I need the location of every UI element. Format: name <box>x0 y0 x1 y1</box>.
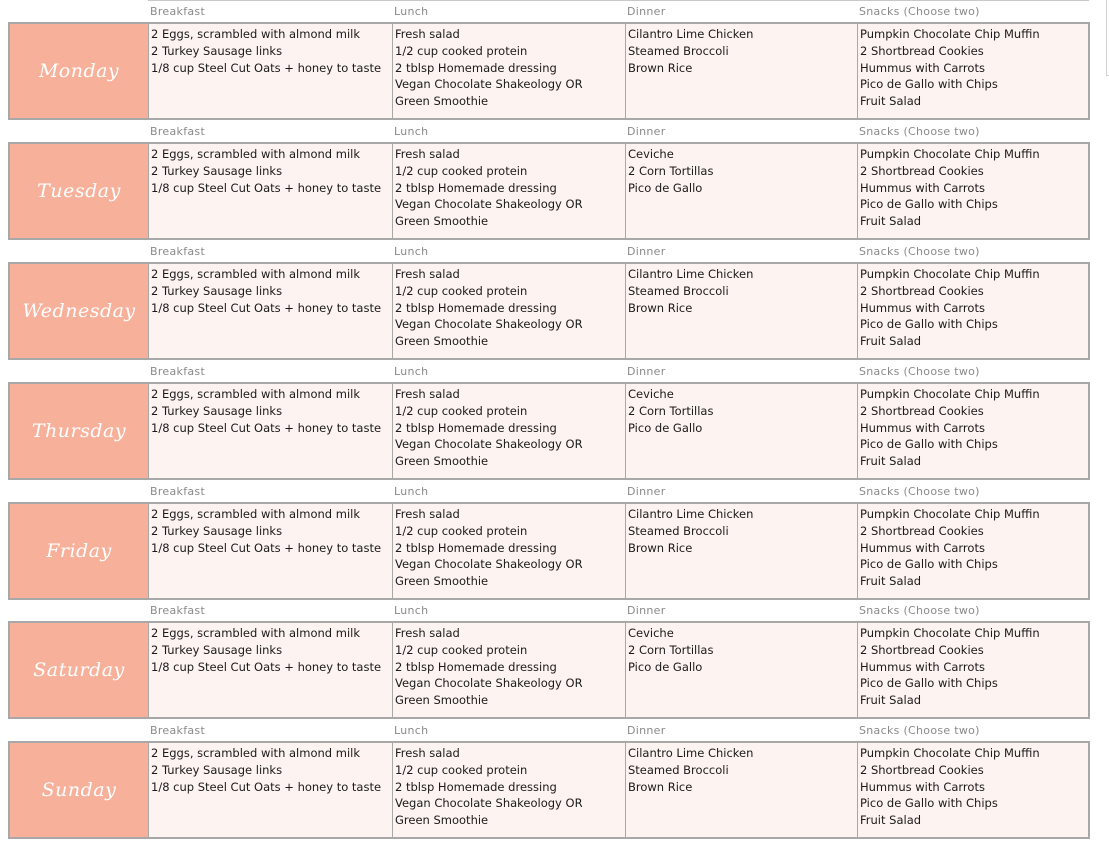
meal-item: 2 Shortbread Cookies <box>860 523 984 538</box>
column-header: Lunch <box>394 5 429 18</box>
meal-item: Pumpkin Chocolate Chip Muffin <box>860 387 1040 401</box>
day-cell <box>10 384 149 478</box>
meal-item: 2 Turkey Sausage links <box>151 523 283 538</box>
meal-item: 1/8 cup Steel Cut Oats + honey to taste <box>151 779 382 794</box>
column-header: Lunch <box>394 724 429 737</box>
meal-item: Steamed Broccoli <box>628 762 729 777</box>
meal-item: 1/2 cup cooked protein <box>395 43 528 58</box>
day-block-friday <box>8 480 1090 600</box>
meal-item: 2 Eggs, scrambled with almond milk <box>151 387 360 401</box>
column-header: Dinner <box>627 245 666 258</box>
meal-item: 1/2 cup cooked protein <box>395 163 528 178</box>
column-header: Dinner <box>627 604 666 617</box>
meal-item: 2 Eggs, scrambled with almond milk <box>151 507 360 521</box>
lunch-cell <box>393 24 626 118</box>
meal-item: 1/2 cup cooked protein <box>395 642 528 657</box>
meal-item: Brown Rice <box>628 60 693 75</box>
meal-item: 2 Eggs, scrambled with almond milk <box>151 267 360 281</box>
column-header: Dinner <box>627 365 666 378</box>
snacks-cell <box>858 743 1088 837</box>
day-cell <box>10 504 149 598</box>
meal-item: Pumpkin Chocolate Chip Muffin <box>860 507 1040 521</box>
snacks-cell <box>858 144 1088 238</box>
day-row <box>8 262 1090 360</box>
meal-item: Cilantro Lime Chicken <box>628 507 754 521</box>
meal-item: Fresh salad <box>395 387 460 401</box>
meal-item: Fruit Salad <box>860 693 922 708</box>
meal-item: Fresh salad <box>395 147 460 161</box>
column-header: Snacks (Choose two) <box>859 245 980 258</box>
day-cell <box>10 623 149 717</box>
lunch-cell <box>393 504 626 598</box>
breakfast-cell <box>149 623 393 717</box>
column-header: Breakfast <box>150 245 206 258</box>
meal-item: 1/2 cup cooked protein <box>395 523 528 538</box>
meal-item: Pumpkin Chocolate Chip Muffin <box>860 27 1040 41</box>
column-header: Breakfast <box>150 485 206 498</box>
lunch-cell <box>393 384 626 478</box>
dinner-cell <box>626 144 858 238</box>
lunch-cell <box>393 743 626 837</box>
dinner-cell <box>626 743 858 837</box>
lunch-cell <box>393 144 626 238</box>
column-header: Snacks (Choose two) <box>859 604 980 617</box>
meal-item: 2 tblsp Homemade dressing <box>395 779 557 794</box>
meal-item: Ceviche <box>628 147 674 161</box>
meal-item: Pico de Gallo with Chips <box>860 676 998 691</box>
meal-item: Cilantro Lime Chicken <box>628 27 754 41</box>
meal-item: Hummus with Carrots <box>860 60 985 75</box>
meal-item: 2 Turkey Sausage links <box>151 163 283 178</box>
column-header: Breakfast <box>150 604 206 617</box>
day-block-monday <box>8 0 1090 120</box>
lunch-cell <box>393 623 626 717</box>
meal-item: Fresh salad <box>395 27 460 41</box>
day-row <box>8 382 1090 480</box>
meal-item: Fruit Salad <box>860 574 922 589</box>
snacks-cell <box>858 24 1088 118</box>
meal-item: Fresh salad <box>395 626 460 640</box>
meal-item: 2 Corn Tortillas <box>628 403 714 418</box>
meal-item: 2 Eggs, scrambled with almond milk <box>151 27 360 41</box>
meal-item: Vegan Chocolate Shakeology OR Green Smoothie <box>395 77 583 109</box>
dinner-cell <box>626 24 858 118</box>
column-header: Lunch <box>394 604 429 617</box>
meal-item: 2 Eggs, scrambled with almond milk <box>151 626 360 640</box>
meal-item: 2 Turkey Sausage links <box>151 642 283 657</box>
snacks-cell <box>858 384 1088 478</box>
meal-item: 2 Turkey Sausage links <box>151 762 283 777</box>
column-header: Lunch <box>394 245 429 258</box>
meal-item: 2 tblsp Homemade dressing <box>395 540 557 555</box>
column-header: Lunch <box>394 365 429 378</box>
meal-item: Fruit Salad <box>860 813 922 828</box>
day-block-tuesday <box>8 120 1090 240</box>
meal-item: Pico de Gallo with Chips <box>860 796 998 811</box>
meal-item: Steamed Broccoli <box>628 523 729 538</box>
dinner-cell <box>626 623 858 717</box>
meal-item: 1/8 cup Steel Cut Oats + honey to taste <box>151 60 382 75</box>
meal-item: 1/8 cup Steel Cut Oats + honey to taste <box>151 180 382 195</box>
meal-item: Hummus with Carrots <box>860 540 985 555</box>
meal-item: Pico de Gallo <box>628 180 703 195</box>
meal-item: Pico de Gallo with Chips <box>860 197 998 212</box>
column-header: Snacks (Choose two) <box>859 485 980 498</box>
day-label: Monday <box>38 60 120 82</box>
snacks-cell <box>858 623 1088 717</box>
day-cell <box>10 24 149 118</box>
meal-item: 1/8 cup Steel Cut Oats + honey to taste <box>151 420 382 435</box>
column-headers <box>8 120 1090 142</box>
column-header: Snacks (Choose two) <box>859 365 980 378</box>
meal-item: Pumpkin Chocolate Chip Muffin <box>860 147 1040 161</box>
day-row <box>8 502 1090 600</box>
day-label: Sunday <box>41 779 117 801</box>
meal-item: 2 Corn Tortillas <box>628 642 714 657</box>
meal-item: 2 Corn Tortillas <box>628 163 714 178</box>
column-header: Breakfast <box>150 5 206 18</box>
meal-item: Steamed Broccoli <box>628 43 729 58</box>
meal-item: Ceviche <box>628 626 674 640</box>
day-block-saturday <box>8 599 1090 719</box>
column-header: Breakfast <box>150 724 206 737</box>
meal-item: Fresh salad <box>395 746 460 760</box>
meal-item: Vegan Chocolate Shakeology OR Green Smoothie <box>395 557 583 589</box>
column-header: Lunch <box>394 125 429 138</box>
day-block-thursday <box>8 360 1090 480</box>
day-label: Wednesday <box>22 300 136 322</box>
meal-item: Fresh salad <box>395 267 460 281</box>
column-header: Breakfast <box>150 365 206 378</box>
meal-item: 2 Shortbread Cookies <box>860 163 984 178</box>
column-headers <box>8 360 1090 382</box>
column-headers <box>8 599 1090 621</box>
meal-item: Hummus with Carrots <box>860 420 985 435</box>
snacks-cell <box>858 504 1088 598</box>
meal-item: 2 Eggs, scrambled with almond milk <box>151 746 360 760</box>
breakfast-cell <box>149 264 393 358</box>
meal-item: 1/2 cup cooked protein <box>395 403 528 418</box>
day-block-wednesday <box>8 240 1090 360</box>
column-header: Breakfast <box>150 125 206 138</box>
breakfast-cell <box>149 743 393 837</box>
meal-item: Vegan Chocolate Shakeology OR Green Smoothie <box>395 437 583 469</box>
day-label: Saturday <box>33 659 125 681</box>
meal-item: Vegan Chocolate Shakeology OR Green Smoothie <box>395 197 583 229</box>
column-headers <box>8 240 1090 262</box>
column-header: Snacks (Choose two) <box>859 5 980 18</box>
day-cell <box>10 743 149 837</box>
meal-item: 2 Shortbread Cookies <box>860 43 984 58</box>
meal-item: Hummus with Carrots <box>860 180 985 195</box>
meal-item: 2 tblsp Homemade dressing <box>395 180 557 195</box>
breakfast-cell <box>149 144 393 238</box>
meal-item: Cilantro Lime Chicken <box>628 746 754 760</box>
day-row <box>8 741 1090 839</box>
meal-item: Brown Rice <box>628 300 693 315</box>
meal-item: 2 Turkey Sausage links <box>151 43 283 58</box>
meal-item: 2 tblsp Homemade dressing <box>395 659 557 674</box>
meal-item: Pico de Gallo with Chips <box>860 437 998 452</box>
meal-item: Vegan Chocolate Shakeology OR Green Smoothie <box>395 676 583 708</box>
meal-item: Fruit Salad <box>860 334 922 349</box>
meal-item: Hummus with Carrots <box>860 300 985 315</box>
meal-item: 2 Eggs, scrambled with almond milk <box>151 147 360 161</box>
meal-item: Cilantro Lime Chicken <box>628 267 754 281</box>
column-header: Snacks (Choose two) <box>859 724 980 737</box>
meal-item: 2 tblsp Homemade dressing <box>395 60 557 75</box>
meal-item: 1/8 cup Steel Cut Oats + honey to taste <box>151 300 382 315</box>
breakfast-cell <box>149 24 393 118</box>
breakfast-cell <box>149 504 393 598</box>
column-headers <box>8 719 1090 741</box>
day-row <box>8 621 1090 719</box>
column-header: Dinner <box>627 5 666 18</box>
meal-item: Vegan Chocolate Shakeology OR Green Smoothie <box>395 796 583 828</box>
column-header: Dinner <box>627 485 666 498</box>
day-label: Thursday <box>31 420 127 442</box>
meal-item: Pico de Gallo with Chips <box>860 557 998 572</box>
meal-item: 2 tblsp Homemade dressing <box>395 420 557 435</box>
meal-item: Ceviche <box>628 387 674 401</box>
column-header: Dinner <box>627 724 666 737</box>
meal-item: Vegan Chocolate Shakeology OR Green Smoothie <box>395 317 583 349</box>
column-header: Snacks (Choose two) <box>859 125 980 138</box>
meal-item: Fruit Salad <box>860 214 922 229</box>
day-row <box>8 22 1090 120</box>
meal-item: 2 Turkey Sausage links <box>151 403 283 418</box>
snacks-cell <box>858 264 1088 358</box>
meal-item: Pico de Gallo <box>628 659 703 674</box>
meal-item: Pico de Gallo <box>628 420 703 435</box>
meal-item: Hummus with Carrots <box>860 779 985 794</box>
column-headers <box>8 480 1090 502</box>
meal-item: Pico de Gallo with Chips <box>860 77 998 92</box>
meal-item: Pico de Gallo with Chips <box>860 317 998 332</box>
column-header: Dinner <box>627 125 666 138</box>
breakfast-cell <box>149 384 393 478</box>
meal-item: 2 Turkey Sausage links <box>151 283 283 298</box>
meal-item: Fruit Salad <box>860 454 922 469</box>
day-block-sunday <box>8 719 1090 839</box>
meal-item: 2 tblsp Homemade dressing <box>395 300 557 315</box>
meal-item: 2 Shortbread Cookies <box>860 762 984 777</box>
meal-item: Fruit Salad <box>860 94 922 109</box>
dinner-cell <box>626 504 858 598</box>
dinner-cell <box>626 384 858 478</box>
meal-item: 2 Shortbread Cookies <box>860 403 984 418</box>
lunch-cell <box>393 264 626 358</box>
dinner-cell <box>626 264 858 358</box>
meal-item: 1/8 cup Steel Cut Oats + honey to taste <box>151 659 382 674</box>
meal-item: Pumpkin Chocolate Chip Muffin <box>860 626 1040 640</box>
meal-item: Pumpkin Chocolate Chip Muffin <box>860 746 1040 760</box>
day-label: Tuesday <box>37 180 121 202</box>
column-header: Lunch <box>394 485 429 498</box>
day-cell <box>10 264 149 358</box>
meal-item: Fresh salad <box>395 507 460 521</box>
meal-item: 1/2 cup cooked protein <box>395 762 528 777</box>
day-row <box>8 142 1090 240</box>
meal-item: 2 Shortbread Cookies <box>860 283 984 298</box>
day-cell <box>10 144 149 238</box>
meal-item: Steamed Broccoli <box>628 283 729 298</box>
meal-item: 1/8 cup Steel Cut Oats + honey to taste <box>151 540 382 555</box>
day-label: Friday <box>46 540 112 562</box>
meal-item: Brown Rice <box>628 540 693 555</box>
column-headers <box>8 0 1090 22</box>
meal-item: 1/2 cup cooked protein <box>395 283 528 298</box>
meal-item: 2 Shortbread Cookies <box>860 642 984 657</box>
meal-item: Pumpkin Chocolate Chip Muffin <box>860 267 1040 281</box>
meal-item: Brown Rice <box>628 779 693 794</box>
meal-item: Hummus with Carrots <box>860 659 985 674</box>
